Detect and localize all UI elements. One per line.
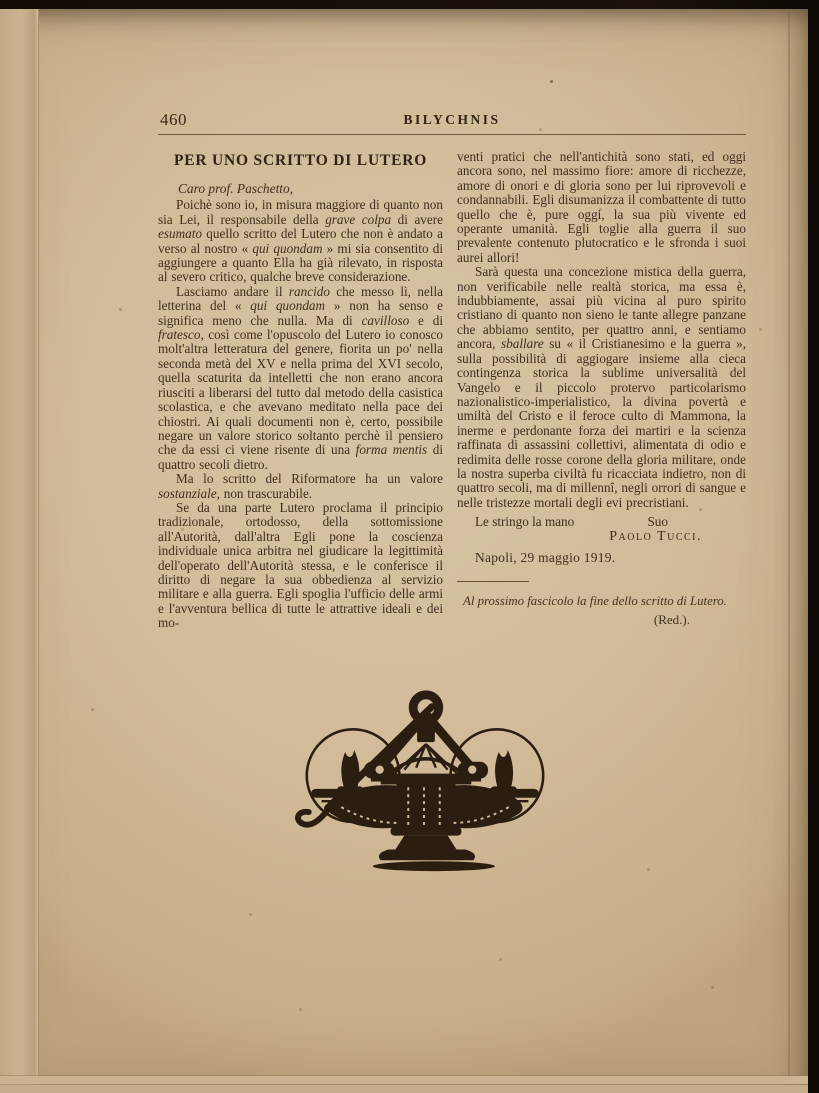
article-title: PER UNO SCRITTO DI LUTERO [173, 152, 428, 169]
text-columns [158, 150, 746, 631]
paper-page [0, 9, 808, 1093]
paragraph: Ma lo scritto del Riformatore ha un valore sostanziale, non trascurabile. [158, 471, 443, 501]
salutation: Caro prof. Paschetto, [178, 181, 294, 196]
author-signature: Paolo Tucci. [609, 529, 702, 545]
editor-note-signature: (Red.). [653, 612, 690, 628]
paragraph: Sarà questa una concezione mistica della guerra, non verificabile nelle realtà storica, ma essa è, indubbiamente, assai più vicina al puro spirito cristiano di quanto non sieno le tante allegre panzane che abbiamo sentito, per quattro anni, e sentiamo ancora, sballare su « il Cristianesimo e la guerra », sulla possibilità di aggiogare insieme alla cieca contingenza storica la sublime universalità del Vangelo e il piccolo protervo particolarismo nazionalistico-imperialistico, la divina povertà e umiltà del Cristo e il feroce culto di Mammona, la inerme e perdonante forza dei martiri e la scienza raffinata di assassini collettivi, alimentata di odio e redimita delle rosse corone della gloria militare, onde la nostra superba civiltà fu ricacciata indietro, non di quattro secoli, ma di millennî, negli orrori di sangue e nelle tristezze mortali degli evi precristiani. [457, 264, 746, 510]
underlying-page-edges [0, 1075, 808, 1093]
lamp-body [396, 781, 455, 828]
left-column [158, 150, 443, 631]
page-fold-line [788, 9, 790, 1093]
lamp-foot [379, 849, 475, 860]
page-deckle-edge [0, 9, 39, 1093]
closing-farewell: Le stringo la mano [475, 514, 575, 530]
flame-right [495, 750, 513, 788]
lamp-shadow [373, 861, 495, 871]
closing-suo: Suo [647, 514, 668, 530]
page-content [158, 105, 746, 885]
flame-left [341, 750, 359, 788]
place-and-date: Napoli, 29 maggio 1919. [475, 550, 616, 566]
paragraph: Se da una parte Lutero proclama il principio tradizionale, ortodosso, della sottomissione all'Autorità, dall'altra Egli pone la coscienza individuale unica arbitra nel giudicare la legittimità dell'operato dell'Autorità stessa, e le conferisce il diritto di negare la sua obbedienza al servizio militare e alla guerra. Egli spoglia l'ufficio delle armi e l'avventura bellica di tutte le attrattive ideali e dei mo- [158, 499, 443, 631]
editor-note: Al prossimo fascicolo la fine dello scritto di Lutero. [463, 594, 727, 609]
right-column [457, 150, 746, 631]
two-flame-lamp-icon [286, 683, 562, 880]
editor-note-rule [457, 581, 529, 582]
paper-speckles [0, 9, 1, 10]
journal-title: BILYCHNIS [403, 112, 501, 127]
hook [298, 804, 331, 825]
paragraph: Lasciamo andare il rancido che messo lì, nella letterina del « qui quondam » non ha senso e significa meno che nulla. Ma di cavilloso e di fratesco, così come l'opuscolo del Lutero io conosco molt'altra letteratura del genere, fiorita un po' nella seconda metà del XV e nella prima del XVI secolo, quella scaturita da intelletti che non erano ancora riusciti a liberarsi del tutto dal metodo della casistica scolastica, e che avevano meditato nella pace dei chiostri. Ai quali documenti non è, certo, possibile negare un valore storico soltanto perchè il pensiero che da essi ci viene risente di una forma mentis di quattro secoli dietro. [158, 283, 444, 472]
lamp-illustration [286, 683, 562, 885]
page-number: 460 [160, 110, 187, 129]
paragraph: venti pratici che nell'antichità sono stati, ed oggi ancora sono, nel massimo fiore: amore di ricchezze, amore di onori e di gloria sono per lui riprovevoli e condannabili. Egli disumanizza il combattente di tutto quello che è, pure oggi, la sua più vivente ed operante umanità. Egli toglie alla guerra il suo prevalente contenuto plutocratico e le sfronda i suoi aurei allori! [457, 149, 746, 265]
paragraph: Poichè sono io, in misura maggiore di quanto non sia Lei, il responsabile della grave colpa di avere esumato quello scritto del Lutero che non è andato a verso al nostro « qui quondam » mi sia consentito di aggiungere a quanto Ella ha già rilevato, in risposta al severo critico, qualche breve considerazione. [158, 197, 443, 285]
closing-line [457, 514, 746, 529]
running-header [158, 105, 746, 135]
